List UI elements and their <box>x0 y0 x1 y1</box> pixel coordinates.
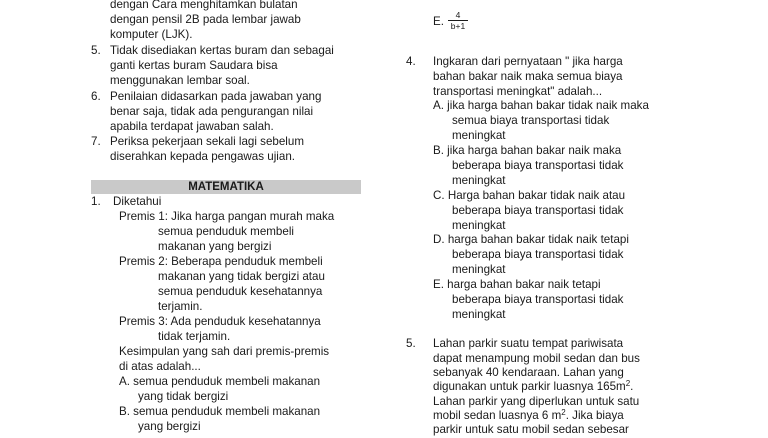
q5-line-5: Lahan parkir yang diperlukan untuk satu <box>433 395 640 408</box>
q1-number: 1. <box>91 195 101 208</box>
q1-option-a-line-2: yang tidak bergizi <box>138 390 229 403</box>
q5-line-3: sebanyak 40 kendaraan. Lahan yang <box>433 366 624 379</box>
q4-option-e-line-2: beberapa biaya transportasi tidak <box>452 293 624 306</box>
instruction-7-line-2: diserahkan kepada pengawas ujian. <box>110 150 295 163</box>
instruction-4-line-3: komputer (LJK). <box>110 28 193 41</box>
q4-option-b-line-2: beberapa biaya transportasi tidak <box>452 159 624 172</box>
q1-question-line-2: di atas adalah... <box>119 360 201 373</box>
instruction-5-line-1: Tidak disediakan kertas buram dan sebagai <box>110 44 334 57</box>
q5-line-6-tail: . Jika biaya <box>565 409 624 422</box>
q5-line-4-superscript: 2 <box>625 379 631 388</box>
q4-option-a-line-1: A. jika harga bahan bakar tidak naik maka <box>433 99 649 112</box>
q1-question-line-1: Kesimpulan yang sah dari premis-premis <box>119 345 330 358</box>
q1-premis3-line-1: Premis 3: Ada penduduk kesehatannya <box>119 315 321 328</box>
q1-option-a-line-1: A. semua penduduk membeli makanan <box>119 375 321 388</box>
q4-option-b-line-3: meningkat <box>452 174 506 187</box>
q5-line-1: Lahan parkir suatu tempat pariwisata <box>433 337 624 350</box>
instruction-6-line-3: apabila terdapat jawaban salah. <box>110 120 274 133</box>
prev-option-e-label: E. <box>433 15 444 28</box>
q5-line-6 <box>433 409 624 424</box>
q1-option-b-line-1: B. semua penduduk membeli makanan <box>119 405 321 418</box>
q5-line-7: parkir untuk satu mobil sedan sebesar <box>433 423 629 436</box>
q5-line-4-text: digunakan untuk parkir luasnya 165m <box>433 380 626 393</box>
q5-line-6-text: mobil sedan luasnya 6 m <box>433 409 562 422</box>
instruction-4-line-1: dengan Cara menghitamkan bulatan <box>110 0 298 11</box>
q5-line-4-tail: . <box>630 380 634 393</box>
q4-option-c-line-1: C. Harga bahan bakar tidak naik atau <box>433 189 626 202</box>
q4-option-e-line-3: meningkat <box>452 308 506 321</box>
q1-premis2-line-2: makanan yang tidak bergizi atau <box>158 270 325 283</box>
q4-option-e-line-1: E. harga bahan bakar naik tetapi <box>433 278 601 291</box>
fraction-numerator: 4 <box>455 10 461 20</box>
prev-option-e-fraction <box>448 10 468 31</box>
instruction-7-line-1: Periksa pekerjaan sekali lagi sebelum <box>110 135 304 148</box>
q1-premis2-line-4: terjamin. <box>158 300 203 313</box>
q1-premis1-line-3: makanan yang bergizi <box>158 240 272 253</box>
q4-option-a-line-2: semua biaya transportasi tidak <box>452 114 610 127</box>
instruction-6-line-2: benar saja, tidak ada pengurangan nilai <box>110 105 314 118</box>
instruction-7-number: 7. <box>91 135 101 148</box>
q5-line-2: dapat menampung mobil sedan dan bus <box>433 352 640 365</box>
instruction-6-number: 6. <box>91 90 101 103</box>
q5-line-4 <box>433 380 633 395</box>
instruction-5-line-3: menggunakan lembar soal. <box>110 74 250 87</box>
q1-option-b-line-2: yang bergizi <box>138 420 201 433</box>
instruction-5-number: 5. <box>91 44 101 57</box>
q4-option-b-line-1: B. jika harga bahan bakar naik maka <box>433 144 622 157</box>
q4-stem-line-2: bahan bakar naik maka semua biaya <box>433 70 623 83</box>
q1-premis1-line-1: Premis 1: Jika harga pangan murah maka <box>119 210 335 223</box>
q4-option-c-line-3: meningkat <box>452 219 506 232</box>
q1-premis2-line-3: semua penduduk kesehatannya <box>158 285 323 298</box>
q1-intro: Diketahui <box>113 195 162 208</box>
q4-number: 4. <box>406 55 416 68</box>
q1-premis3-line-2: tidak terjamin. <box>158 330 231 343</box>
q1-premis2-line-1: Premis 2: Beberapa penduduk membeli <box>119 255 323 268</box>
instruction-4-line-2: dengan pensil 2B pada lembar jawab <box>110 13 301 26</box>
q5-number: 5. <box>406 337 416 350</box>
fraction-denominator: b+1 <box>450 21 466 31</box>
instruction-5-line-2: ganti kertas buram Saudara bisa <box>110 59 278 72</box>
section-title-bar: MATEMATIKA <box>91 180 361 194</box>
q1-premis1-line-2: semua penduduk membeli <box>158 225 294 238</box>
q4-option-a-line-3: meningkat <box>452 129 506 142</box>
q4-stem-line-1: Ingkaran dari pernyataan " jika harga <box>433 55 623 68</box>
q4-stem-line-3: transportasi meningkat" adalah... <box>433 85 603 98</box>
q5-line-6-superscript: 2 <box>561 408 566 417</box>
q4-option-d-line-2: beberapa biaya transportasi tidak <box>452 248 624 261</box>
q4-option-d-line-3: meningkat <box>452 263 506 276</box>
q4-option-d-line-1: D. harga bahan bakar tidak naik tetapi <box>433 233 629 246</box>
instruction-6-line-1: Penilaian didasarkan pada jawaban yang <box>110 90 322 103</box>
q4-option-c-line-2: beberapa biaya transportasi tidak <box>452 204 624 217</box>
